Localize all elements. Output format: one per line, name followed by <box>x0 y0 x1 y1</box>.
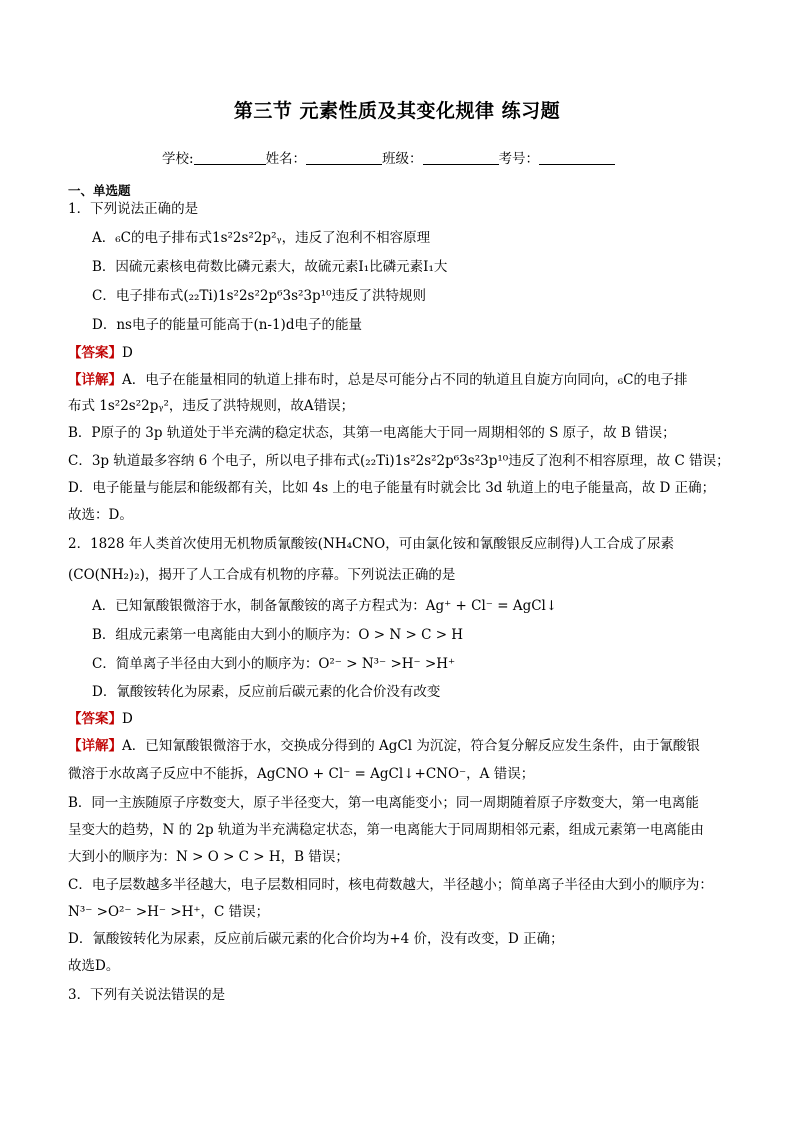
answer-value: D <box>122 345 133 361</box>
q1-detail-line: 故选：D。 <box>68 507 133 523</box>
q2-detail-line: 故选D。 <box>68 958 120 974</box>
q1-answer <box>68 344 133 362</box>
class-blank[interactable] <box>423 150 499 165</box>
school-label: 学校: <box>162 151 194 167</box>
q2-option-a: A．已知氰酸银微溶于水，制备氰酸铵的离子方程式为：Ag⁺ + Cl⁻ = AgCl↓ <box>92 598 558 614</box>
student-info-line <box>162 147 615 167</box>
q2-option-b: B．组成元素第一电离能由大到小的顺序为：O > N > C > H <box>92 627 464 643</box>
school-blank[interactable] <box>194 150 266 165</box>
q1-detail-line <box>68 371 688 389</box>
detail-text: A．电子在能量相同的轨道上排布时，总是尽可能分占不同的轨道且自旋方向同向，₆C的电子排 <box>122 372 688 388</box>
section-heading: 一、单选题 <box>68 183 131 198</box>
q2-detail-line: 微溶于水故离子反应中不能拆，AgCNO + Cl⁻ = AgCl↓+CNO⁻，A 错误； <box>68 766 535 782</box>
q2-answer <box>68 710 133 728</box>
q2-detail-line <box>68 737 700 755</box>
q1-option-a: A．₆C的电子排布式1s²2s²2p²ᵧ，违反了泡利不相容原理 <box>92 230 431 246</box>
name-label: 姓名： <box>265 151 307 167</box>
q2-detail-line: C．电子层数越多半径越大，电子层数相同时，核电荷数越大，半径越小；简单离子半径由大到小的顺序为： <box>68 877 713 893</box>
detail-text: A．已知氰酸银微溶于水，交换成分得到的 AgCl 为沉淀，符合复分解反应发生条件，由于氰酸银 <box>122 738 700 754</box>
number-label: 考号： <box>498 151 540 167</box>
answer-tag: 【答案】 <box>68 711 122 727</box>
q2-detail-line: 大到小的顺序为：N > O > C > H，B 错误； <box>68 849 349 865</box>
q1-stem: 1．下列说法正确的是 <box>68 201 199 217</box>
answer-tag: 【答案】 <box>68 345 122 361</box>
q2-stem: 2．1828 年人类首次使用无机物质氰酸铵(NH₄CNO，可由氯化铵和氰酸银反应制得)人工合成了尿素 <box>68 536 674 552</box>
q1-option-c: C．电子排布式(₂₂Ti)1s²2s²2p⁶3s²3p¹⁰违反了洪特规则 <box>92 288 426 304</box>
q2-detail-line: N³⁻ >O²⁻ >H⁻ >H⁺，C 错误； <box>68 904 270 920</box>
q2-stem: (CO(NH₂)₂)，揭开了人工合成有机物的序幕。下列说法正确的是 <box>68 567 456 583</box>
q1-option-b: B．因硫元素核电荷数比磷元素大，故硫元素I₁比磷元素I₁大 <box>92 259 448 275</box>
q2-detail-line: 呈变大的趋势，N 的 2p 轨道为半充满稳定状态，第一电离能大于同周期相邻元素，组成元素第一电离能由 <box>68 822 704 838</box>
q2-detail-line: D．氰酸铵转化为尿素，反应前后碳元素的化合价均为+4 价，没有改变，D 正确； <box>68 931 564 947</box>
number-blank[interactable] <box>539 150 615 165</box>
q3-stem: 3．下列有关说法错误的是 <box>68 987 226 1003</box>
class-label: 班级： <box>382 151 423 167</box>
q1-detail-line: C．3p 轨道最多容纳 6 个电子，所以电子排布式(₂₂Ti)1s²2s²2p⁶3s²3p¹⁰违反了泡利不相容原理，故 C 错误； <box>68 453 730 469</box>
q2-detail-line: B．同一主族随原子序数变大，原子半径变大，第一电离能变小；同一周期随着原子序数变大，第一电离能 <box>68 795 699 811</box>
page-title: 第三节 元素性质及其变化规律 练习题 <box>233 100 561 122</box>
detail-tag: 【详解】 <box>68 372 122 388</box>
q1-detail-line: B．P原子的 3p 轨道处于半充满的稳定状态，其第一电离能大于同一周期相邻的 S 原子，故 B 错误； <box>68 425 676 441</box>
q2-option-c: C．简单离子半径由大到小的顺序为：O²⁻ > N³⁻ >H⁻ >H⁺ <box>92 656 456 672</box>
q1-option-d: D．ns电子的能量可能高于(n-1)d电子的能量 <box>92 317 362 333</box>
answer-value: D <box>122 711 133 727</box>
name-blank[interactable] <box>306 150 382 165</box>
q1-detail-line: 布式 1s²2s²2pᵧ²，违反了洪特规则，故A错误； <box>68 398 355 414</box>
detail-tag: 【详解】 <box>68 738 122 754</box>
q2-option-d: D．氰酸铵转化为尿素，反应前后碳元素的化合价没有改变 <box>92 684 441 700</box>
q1-detail-line: D．电子能量与能层和能级都有关，比如 4s 上的电子能量有时就会比 3d 轨道上的电子能量高，故 D 正确； <box>68 480 716 496</box>
